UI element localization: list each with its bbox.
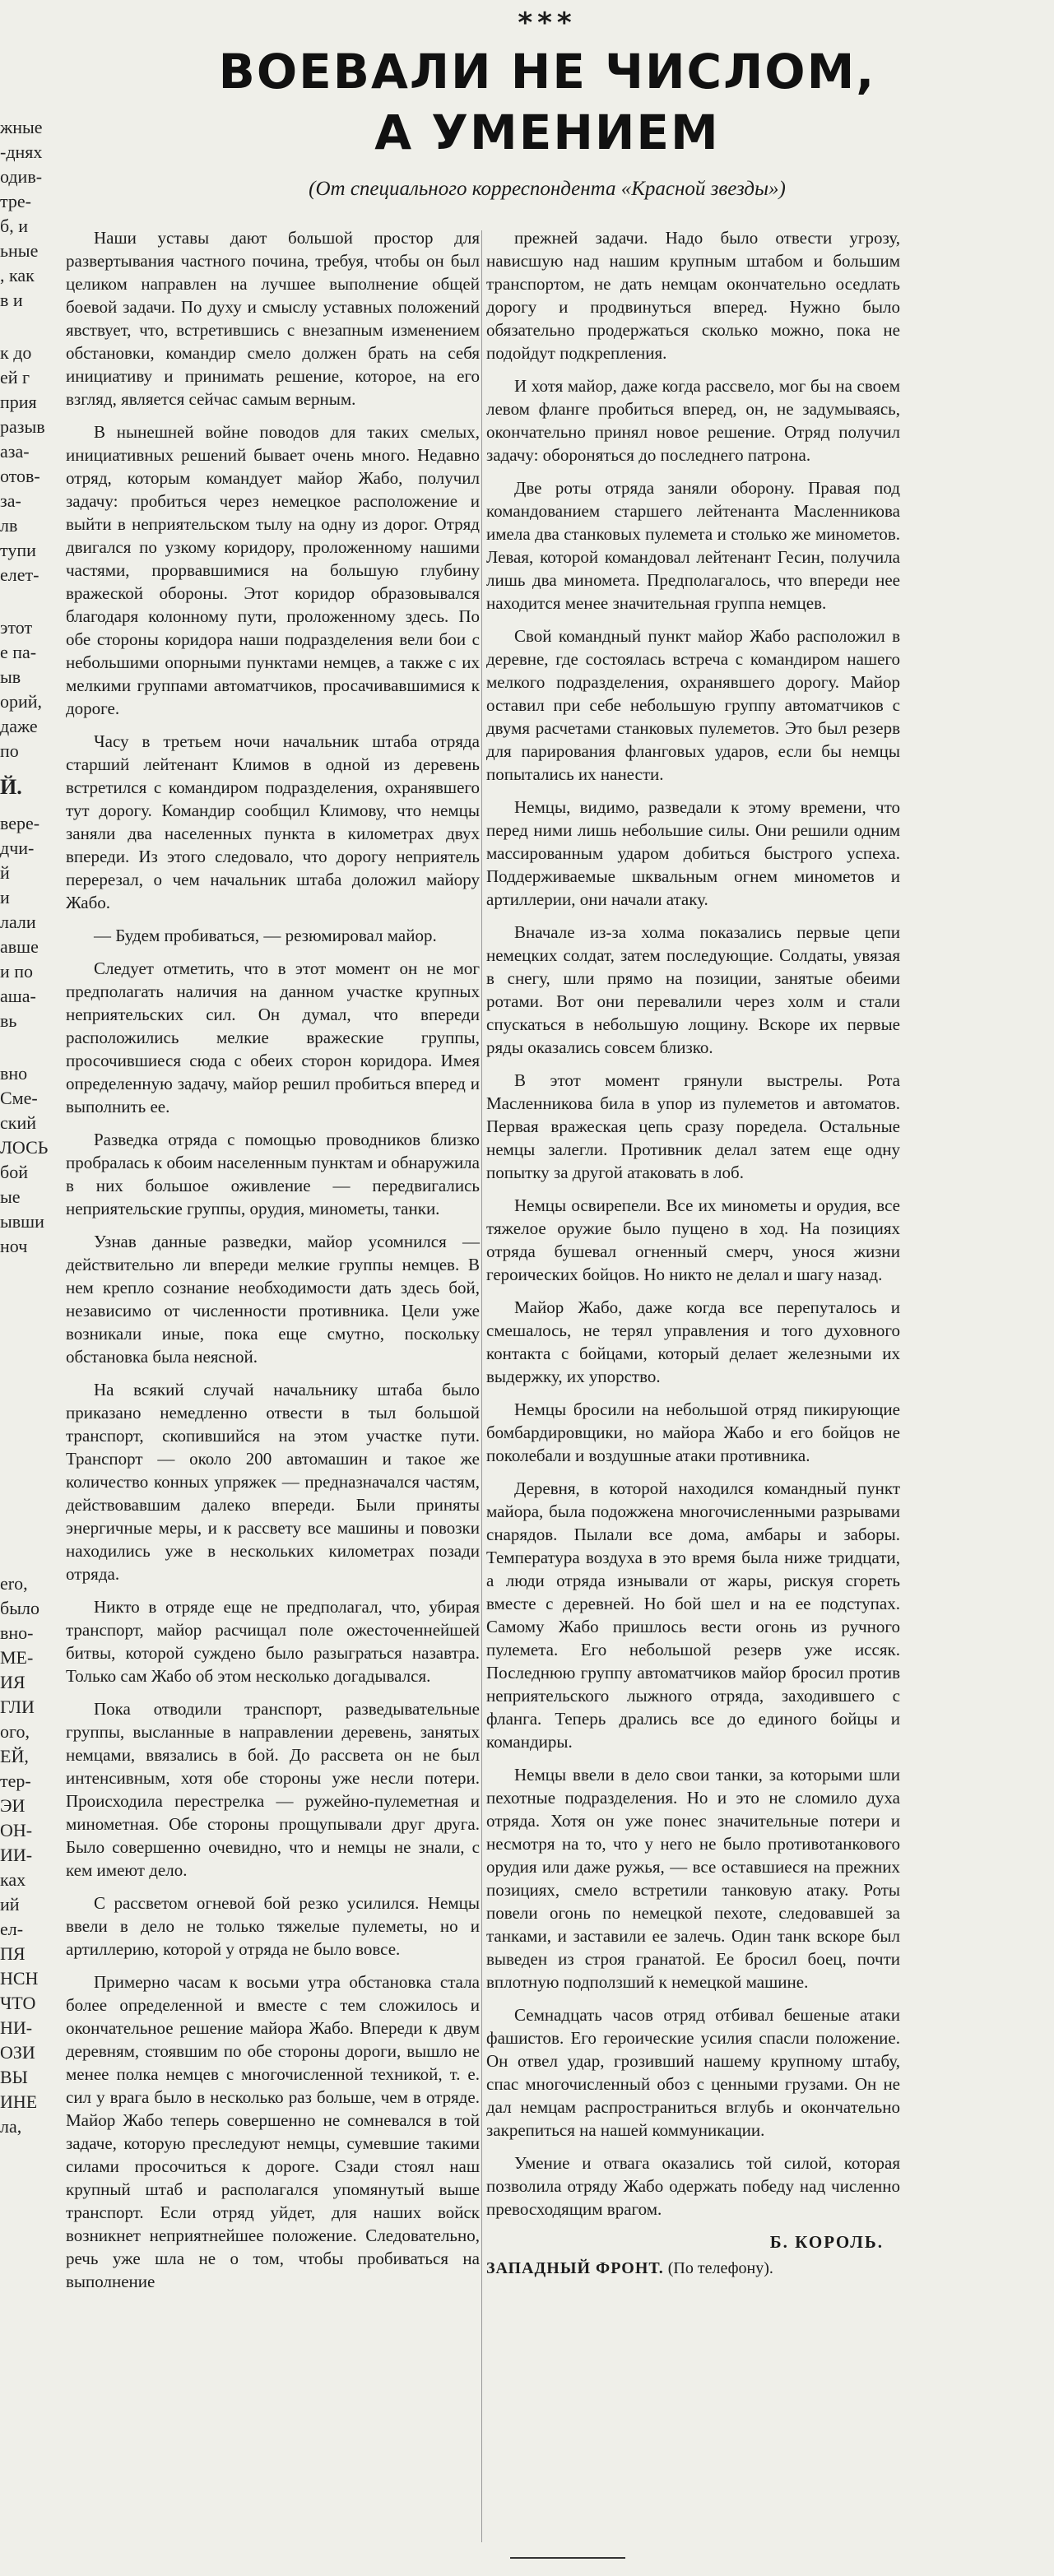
neighbor-text-fragment: ел-: [0, 1919, 24, 1939]
article-paragraph: Немцы, видимо, разведали к этому времени, что перед ними лишь небольшие силы. Они решили одним массированным ударом добиться быстрого успеха. Поддерживаемые шквальным огнем минометов и артиллерии, они начали атаку.: [486, 797, 900, 909]
neighbor-text-fragment: ИИ-: [0, 1845, 33, 1865]
neighbor-text-fragment: ывши: [0, 1211, 44, 1232]
neighbor-text-fragment: по: [0, 740, 19, 761]
neighbor-text-fragment: ГЛИ: [0, 1696, 35, 1717]
article-paragraph: прежней задачи. Надо было отвести угрозу, нависшую над нашим крупным штабом и большим транспортом, не дать немцам окончательно оседлать дорогу и продвинуться вперед. Нужно было обязательно продержаться сколько можно, пока не подойдут подкрепления.: [486, 228, 900, 363]
article-paragraph: На всякий случай начальнику штаба было приказано немедленно отвести в тыл большой транспорт, скопившийся на этом участке пути. Транспорт — около 200 автомашин и такое же количество конных упряжек — предназначался частям, действовавшим далеко впереди. Были приняты энергичные меры, и к рассвету все машины и повозки находились уже в нескольких километрах позади отряда.: [66, 1380, 480, 1584]
neighbor-text-fragment: жные: [0, 117, 43, 137]
article-paragraph: Две роты отряда заняли оборону. Правая под командованием старшего лейтенанта Масленникова имела два станковых пулемета и столько же минометов. Левая, которой командовал лейтенант Гесин, получила лишь два миномета. Предполагалось, что впереди нее находится менее значительная группа немцев.: [486, 478, 900, 613]
neighbor-text-fragment: тре-: [0, 191, 31, 211]
neighbor-text-fragment: Сме-: [0, 1088, 38, 1108]
end-rule: [510, 2557, 625, 2559]
article-paragraph: Немцы ввели в дело свои танки, за которыми шли пехотные подразделения. Но и это не сломило духа отряда. Хотя он уже понес значительные потери и несмотря на то, что у него не было противотанкового орудия или даже ружья, — все оставшиеся на прежних позициях, смело встретили танковую атаку. Роты повели огонь по немецкой пехоте, следовавшей за танками, и заставили ее залечь. Один танк вскоре был выведен из строя гранатой. Ее бросил боец, почти вплотную подползший к немецкой машине.: [486, 1765, 900, 1992]
neighbor-text-fragment: ИНЕ: [0, 2091, 38, 2112]
neighbor-fragment-a: [0, 615, 51, 764]
neighbor-text-fragment: ОЗИ: [0, 2042, 35, 2063]
neighbor-text-fragment: ЭИ: [0, 1795, 26, 1816]
neighbor-text-fragment: б, и: [0, 216, 28, 236]
article-byline: (От специального корреспондента «Красной звезды»): [309, 178, 786, 200]
neighbor-text-fragment: елет-: [0, 564, 39, 585]
neighbor-fragment-top: [0, 115, 51, 313]
neighbor-text-fragment: ский: [0, 1112, 36, 1133]
neighbor-text-fragment: орий,: [0, 691, 43, 712]
neighbor-text-fragment: лали: [0, 912, 36, 932]
neighbor-text-fragment: ОН-: [0, 1820, 33, 1840]
neighbor-text-fragment: ла,: [0, 2116, 22, 2137]
neighbor-text-fragment: ые: [0, 1186, 21, 1207]
article-paragraph: Разведка отряда с помощью проводников близко пробралась к обоим населенным пунктам и обнаружила в них большое оживление — передвигались неприятельские группы, орудия, минометы, танки.: [66, 1130, 480, 1218]
neighbor-text-fragment: , как: [0, 265, 35, 285]
article-header: [58, 0, 1037, 201]
section-stars: ***: [518, 7, 577, 39]
article-paragraph: Умение и отвага оказались той силой, которая позволила отряду Жабо одержать победу над численно превосходящим врагом.: [486, 2153, 900, 2219]
article-paragraph: В нынешней войне поводов для таких смелых, инициативных решений бывает очень много. Недавно отряд, которым командует майор Жабо, получил задачу: пробиться через немецкое расположение и выйти в неприятельском тылу на одну из дорог. Отряд двигался по узкому коридору, проложенному нашими частями, прорвавшимися на большую глубину вражеской обороны. Этот коридор образовывался благодаря колонному пути, проложенному здесь. По обе стороны коридора наши подразделения вели бои с небольшими опорными пунктами немцев, а также с их мелкими группами автоматчиков, просачивавшимися к дороге.: [66, 422, 480, 718]
article-title-line-1: ВОЕВАЛИ НЕ ЧИСЛОМ,: [218, 44, 876, 100]
neighbor-text-fragment: разыв: [0, 416, 45, 437]
neighbor-text-fragment: дчи-: [0, 838, 35, 858]
neighbor-text-fragment: авше: [0, 936, 39, 957]
neighbor-text-fragment: прия: [0, 392, 37, 412]
neighbor-text-fragment: ках: [0, 1869, 26, 1890]
article-paragraph: Немцы бросили на небольшой отряд пикирующие бомбардировщики, но майора Жабо и его бойцов не поколебали и воздушные атаки противника.: [486, 1399, 900, 1465]
dateline: [486, 2257, 900, 2280]
article-paragraph: В этот момент грянули выстрелы. Рота Масленникова била в упор из пулеметов и автоматов. Первая вражеская цепь сразу поредела. Остальные немцы залегли. Противник делал затем еще одну попытку за другой атаковать в лоб.: [486, 1070, 900, 1182]
neighbor-text-fragment: вно-: [0, 1622, 34, 1643]
neighbor-column-fragment: [0, 115, 51, 2575]
neighbor-text-fragment: вере-: [0, 813, 40, 833]
neighbor-text-fragment: одив-: [0, 166, 43, 187]
neighbor-text-fragment: за-: [0, 490, 21, 511]
article-paragraph: Примерно часам к восьми утра обстановка стала более определенной и вместе с тем сложилось и окончательное решение майора Жабо. Впереди к двум деревням, стоявшим по обе стороны дороги, вышло не менее полка немцев с многочисленной техникой, т. е. сил у врага было в несколько раз больше, чем в отряде. Майор Жабо теперь совершенно не сомневался в той задаче, которую преследуют немцы, сумевшие такими силами просочиться к дороге. Сзади стоял наш крупный штаб и располагался упомянутый выше транспорт. Если отряд уйдет, для наших войск возникнет неприятнейшее положение. Следовательно, речь уже шла не о том, чтобы пробиваться на выполнение: [66, 1972, 480, 2291]
neighbor-heading-fragment: Й.: [0, 775, 22, 799]
neighbor-text-fragment: ыв: [0, 666, 21, 687]
article-paragraph: Деревня, в которой находился командный пункт майора, была подожжена многочисленными разрывами снарядов. Пылали все дома, амбары и заборы. Температура воздуха в это время была ниже тридцати, а люди отряда изнывали от жары, рискуя сгореть вместе с деревней. Но бой шел и на ее подступах. Самому Жабо пришлось вести огонь из ручного пулемета. Его небольшой резерв уже иссяк. Последнюю группу автоматчиков майор бросил против неприятельского лыжного отряда, заходившего с фланга. Теперь дрались все до единого бойцы и командиры.: [486, 1478, 900, 1752]
article-paragraph: Свой командный пункт майор Жабо расположил в деревне, где состоялась встреча с командиром нашего мелкого подразделения, охранявшего дорогу. Майор оставил при себе небольшую группу автоматчиков с двумя расчетами станковых пулеметов. Это был резерв для парирования фланговых ударов, если бы немцы попытались их нанести.: [486, 626, 900, 784]
neighbor-text-fragment: вь: [0, 1010, 17, 1031]
neighbor-text-fragment: ВЫ: [0, 2067, 28, 2087]
neighbor-text-fragment: и по: [0, 961, 34, 982]
article-paragraph: Узнав данные разведки, майор усомнился — действительно ли впереди мелкие группы немцев. В нем крепло сознание необходимости дать здесь бой, независимо от численности противника. Цели уже возникали иные, пока еще смутно, поскольку обстановка была неясной.: [66, 1232, 480, 1367]
neighbor-text-fragment: ий: [0, 1894, 20, 1915]
neighbor-text-fragment: ьные: [0, 240, 39, 261]
neighbor-text-fragment: даже: [0, 716, 38, 736]
neighbor-text-fragment: -днях: [0, 142, 43, 162]
neighbor-fragment-d: [0, 1061, 51, 1259]
neighbor-text-fragment: HCH: [0, 1968, 39, 1989]
neighbor-fragment-mid: [0, 341, 51, 587]
article-paragraph: Никто в отряде еще не предполагал, что, убирая транспорт, майор расчищал поле ожесточеннейшей битвы, которой суждено было разыграться назавтра. Только сам Жабо об этом несколько догадывался.: [66, 1597, 480, 1686]
neighbor-text-fragment: аша-: [0, 986, 36, 1006]
neighbor-text-fragment: вно: [0, 1063, 28, 1084]
dateline-place: ЗАПАДНЫЙ ФРОНТ.: [486, 2259, 664, 2277]
neighbor-text-fragment: тер-: [0, 1771, 31, 1791]
neighbor-text-fragment: ноч: [0, 1236, 28, 1256]
article-paragraph: Семнадцать часов отряд отбивал бешеные атаки фашистов. Его героические усилия спасли положение. Он отвел удар, грозивший нашему крупному штабу, спас многочисленный обоз с ценными грузами. Он не дал немцам распространиться вглубь и окончательно закрепиться на нашей коммуникации.: [486, 2005, 900, 2140]
neighbor-text-fragment: НИ-: [0, 2017, 33, 2038]
article-paragraph: И хотя майор, даже когда рассвело, мог бы на своем левом фланге пробиться вперед, он, не задумываясь, окончательно принял новое решение. Отряд получил задачу: обороняться до последнего патрона.: [486, 376, 900, 465]
neighbor-text-fragment: ЕЙ,: [0, 1746, 29, 1766]
neighbor-text-fragment: ей г: [0, 367, 30, 388]
column-divider: [481, 230, 482, 2542]
article-paragraph: — Будем пробиваться, — резюмировал майор.: [94, 926, 437, 945]
neighbor-text-fragment: тупи: [0, 540, 36, 560]
article-paragraph: Пока отводили транспорт, разведывательные группы, высланные в направлении деревень, занятых немцами, ввязались в бой. До рассвета он не был интенсивным, хотя обе стороны уже несли потери. Происходила перестрелка — ружейно-пулеметная и минометная. Обе стороны прощупывали друг друга. Было совершенно очевидно, что и немцы не знали, с кем имеют дело.: [66, 1699, 480, 1880]
article-paragraph: Немцы освирепели. Все их минометы и орудия, все тяжелое оружие было пущено в ход. На позициях отряда бушевал огненный смерч, унося жизни героических бойцов. Но никто не делал и шагу назад.: [486, 1195, 900, 1284]
author-signature: Б. КОРОЛЬ.: [769, 2232, 884, 2252]
neighbor-text-fragment: отов-: [0, 466, 40, 486]
article-paragraph: С рассветом огневой бой резко усилился. Немцы ввели в дело не только тяжелые пулеметы, но и артиллерию, которой у отряда не было вовсе.: [66, 1893, 480, 1959]
neighbor-text-fragment: аза-: [0, 441, 30, 462]
neighbor-text-fragment: в и: [0, 290, 23, 310]
neighbor-text-fragment: лв: [0, 515, 18, 536]
neighbor-fragment-c: [0, 811, 51, 1033]
neighbor-text-fragment: й: [0, 862, 10, 883]
article-paragraph: Вначале из-за холма показались первые цепи немецких солдат, затем последующие. Солдаты, увязая в снегу, шли прямо на позиции, занятые обеими ротами. Вот они перевалили через холм и стали спускаться в небольшую лощину. Вскоре их первые ряды оказались совсем близко.: [486, 922, 900, 1057]
article-column-left: [66, 226, 480, 2303]
article-paragraph: Наши уставы дают большой простор для развертывания частного почина, требуя, чтобы он был целиком направлен на лучшее выполнение общей боевой задачи. По духу и смыслу уставных положений явствует, что, встретившись с внезапным изменением обстановки, командир смело должен брать на себя инициативу и принимать решение, которое, на его взгляд, является сейчас самым верным.: [66, 228, 480, 409]
neighbor-text-fragment: бой: [0, 1162, 28, 1182]
neighbor-text-fragment: ЧТО: [0, 1993, 36, 2013]
neighbor-text-fragment: МЕ-: [0, 1647, 34, 1668]
article-paragraph: Майор Жабо, даже когда все перепуталось и смешалось, не терял управления и того духовного контакта с бойцами, который делает железными их выдержку, их упорство.: [486, 1297, 900, 1386]
article-column-right: [486, 226, 900, 2280]
neighbor-text-fragment: этот: [0, 617, 33, 638]
neighbor-text-fragment: ого,: [0, 1721, 30, 1742]
neighbor-text-fragment: ero,: [0, 1573, 28, 1594]
article-paragraph: Следует отметить, что в этот момент он не мог предполагать наличия на данном участке крупных неприятельских сил. Он думал, что впереди расположились мелкие вражеские группы, просочившиеся сюда с обеих сторон коридора. Имея определенную задачу, майор решил пробиться вперед и выполнить ее.: [66, 958, 480, 1116]
neighbor-text-fragment: ИЯ: [0, 1672, 26, 1692]
neighbor-text-fragment: было: [0, 1598, 39, 1618]
dateline-note: (По телефону).: [667, 2259, 773, 2277]
article-title-line-2: А УМЕНИЕМ: [374, 104, 720, 160]
neighbor-text-fragment: ЛОСЬ: [0, 1137, 49, 1158]
neighbor-text-fragment: и: [0, 887, 10, 907]
neighbor-text-fragment: ПЯ: [0, 1943, 26, 1964]
neighbor-fragment-e: [0, 1571, 51, 2139]
neighbor-text-fragment: к до: [0, 342, 32, 363]
neighbor-text-fragment: е па-: [0, 642, 37, 662]
article-paragraph: Часу в третьем ночи начальник штаба отряда старший лейтенант Климов в одной из деревень встретился с командиром подразделения, охранявшего тут дорогу. Командир сообщил Климову, что немцы заняли два населенных пункта в километрах двух впереди. Из этого следовало, что дорогу неприятель перерезал, о чем начальник штаба доложил майору Жабо.: [66, 731, 480, 912]
